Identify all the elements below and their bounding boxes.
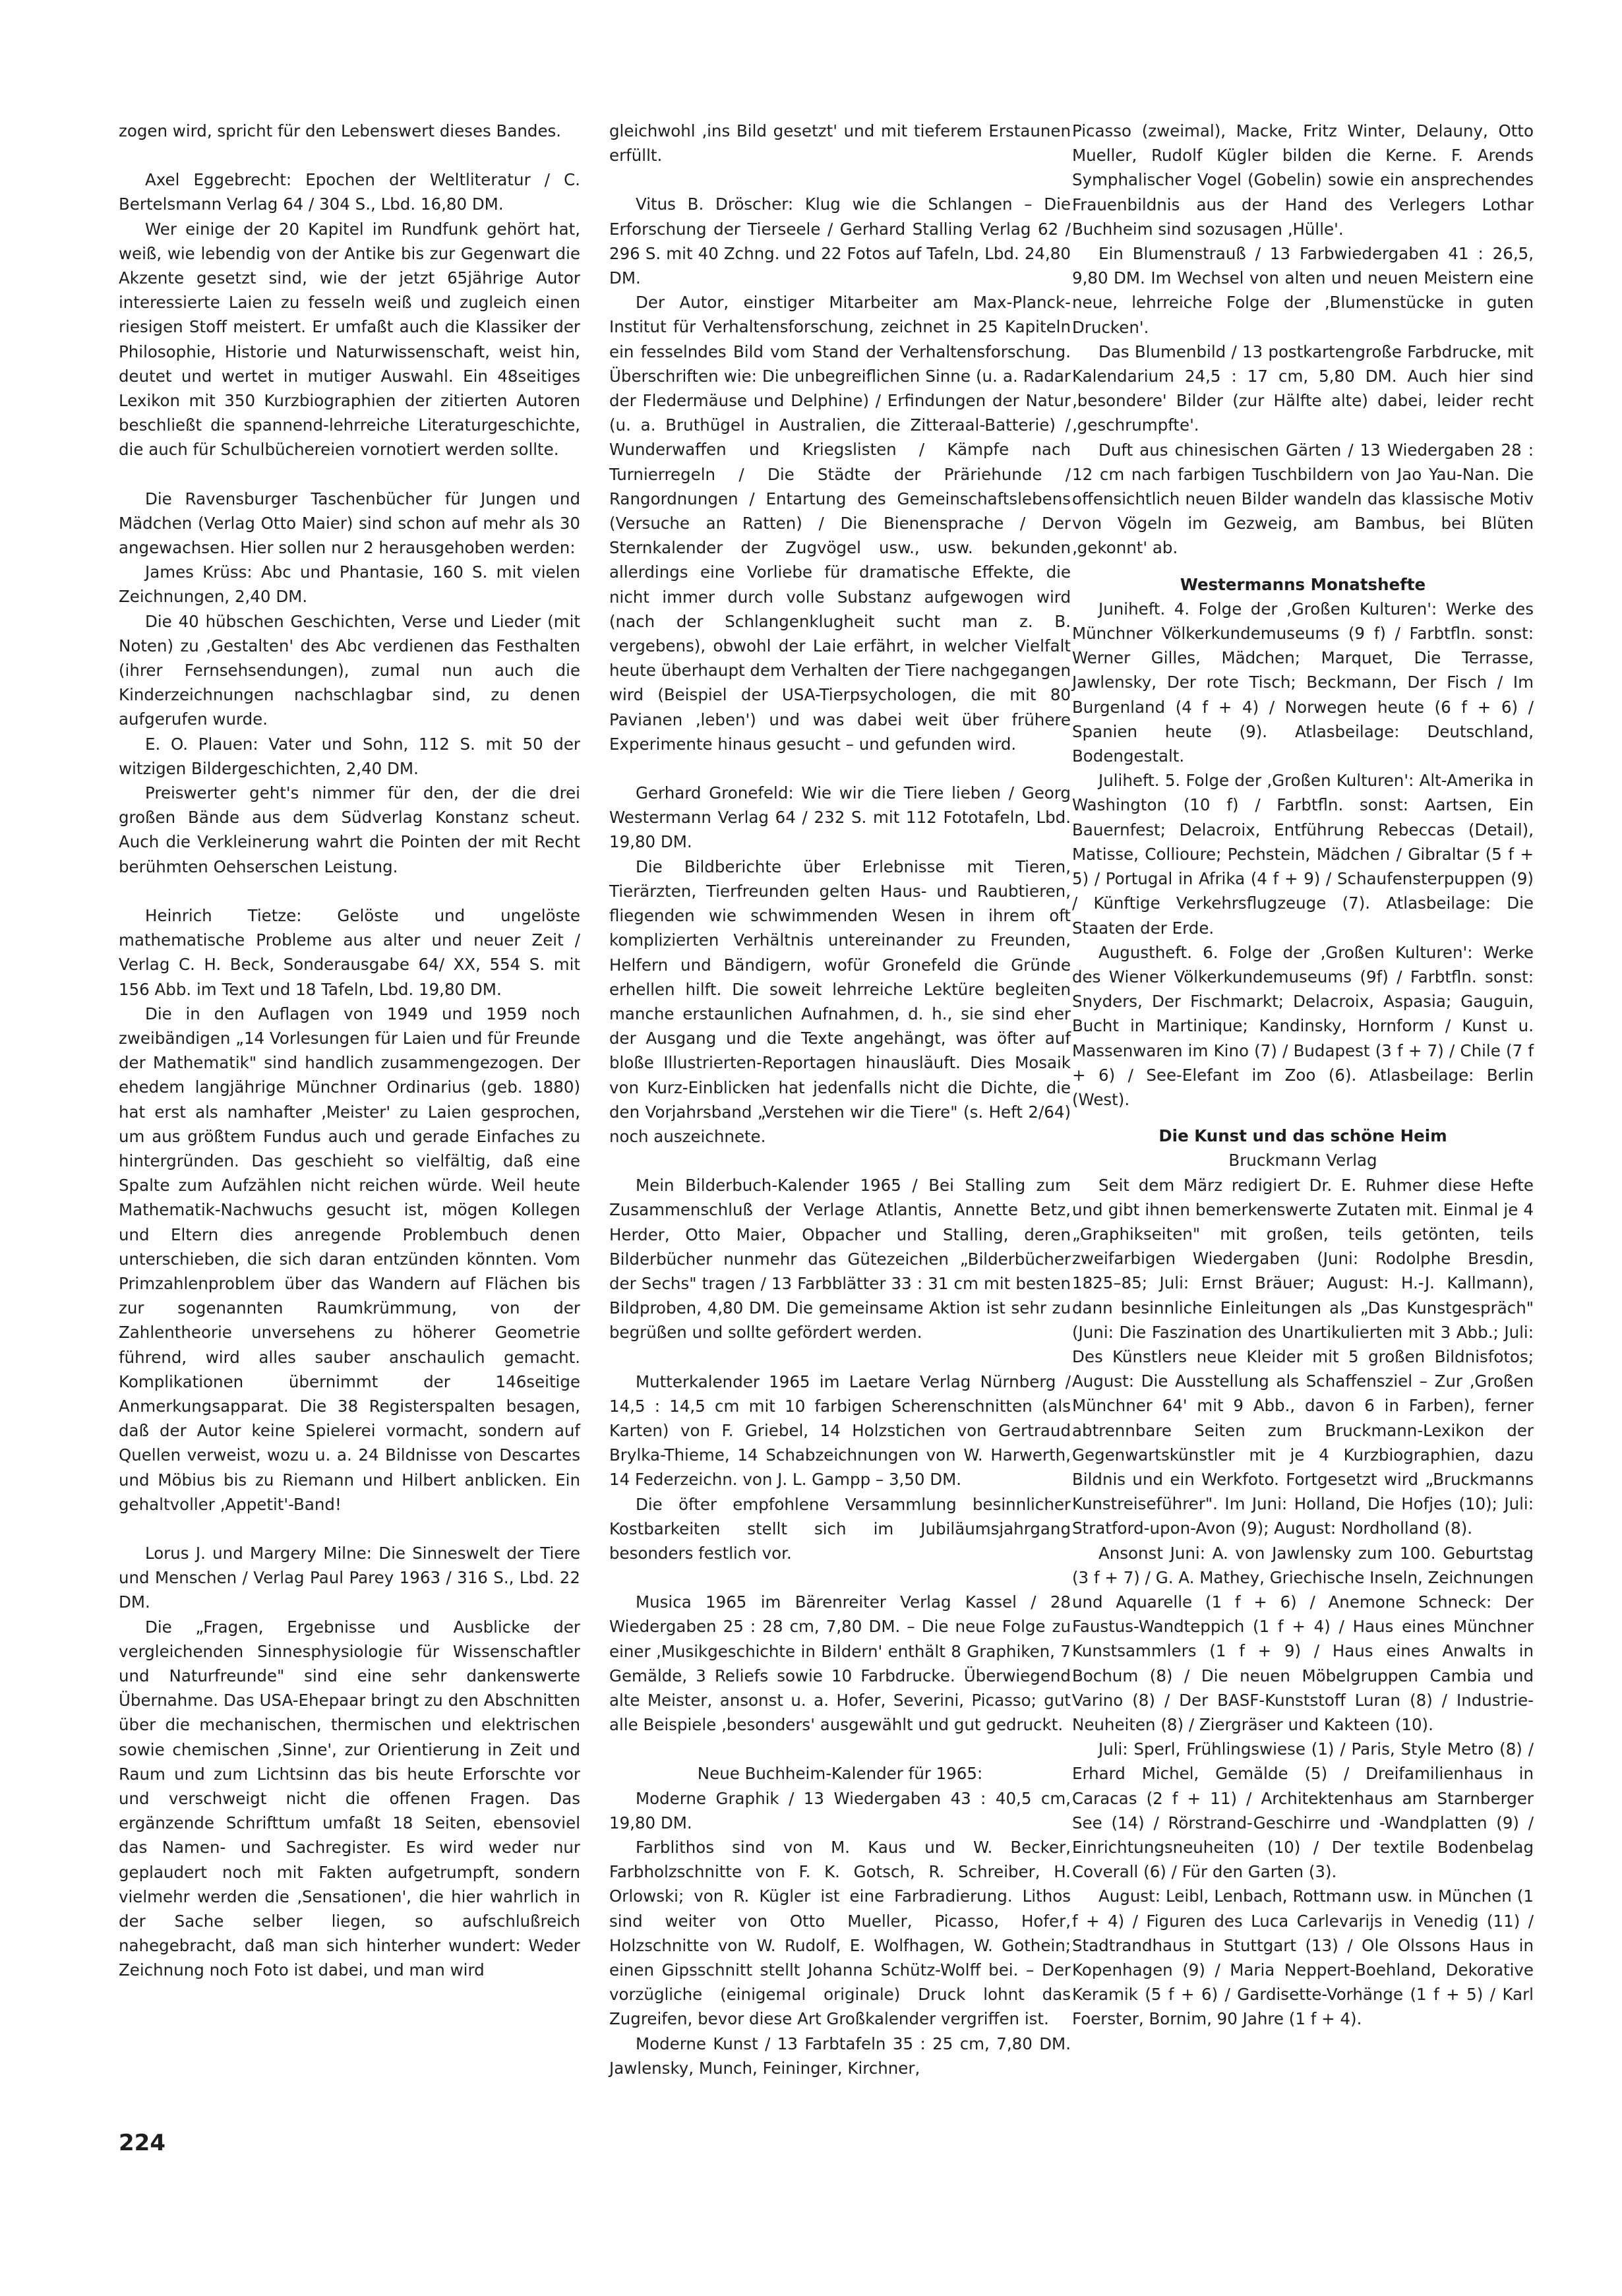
paragraph: Lorus J. und Margery Milne: Die Sinneswelt der Tiere und Menschen / Verlag Paul Parey 1963 / 316 S., Lbd. 22 DM. <box>119 1543 580 1612</box>
paragraph: Juniheft. 4. Folge der ‚Großen Kulturen': Werke des Münchner Völkerkundemuseums (9 f) / Farbtfln. sonst: Werner Gilles, Mädchen; Marquet, Die Terrasse, Jawlensky, Der rote Tisch; Beckmann, Der Fisch / Im Burgenland (4 f + 4) / Norwegen heute (6 f + 6) / Spanien heute (9). Atlasbeilage: Deutschland, Bodengestalt. <box>1072 599 1534 766</box>
paragraph: Mutterkalender 1965 im Laetare Verlag Nürnberg / 14,5 : 14,5 cm mit 10 farbigen Scherenschnitten (als Karten) von F. Griebel, 14 Holzstichen von Gertraud Brylka-Thieme, 14 Schabzeichnungen von W. Harwerth, 14 Federzeichn. von J. L. Gampp – 3,50 DM. <box>609 1372 1071 1490</box>
section-spacer <box>1072 560 1534 572</box>
section-spacer <box>609 1149 1071 1173</box>
paragraph: Vitus B. Dröscher: Klug wie die Schlangen – Die Erforschung der Tierseele / Gerhard Stalling Verlag 62 / 296 S. mit 40 Zchng. und 22 Fotos auf Tafeln, Lbd. 24,80 DM. <box>609 195 1071 288</box>
paragraph: Die Ravensburger Taschenbücher für Jungen und Mädchen (Verlag Otto Maier) sind schon auf mehr als 30 angewachsen. Hier sollen nur 2 herausgehoben werden: <box>119 489 580 558</box>
paragraph: Der Autor, einstiger Mitarbeiter am Max-Planck-Institut für Verhaltensforschung, zeichnet in 25 Kapiteln ein fesselndes Bild vom Stand der Verhaltensforschung. Überschriften wie: Die unbegreiflichen Sinne (u. a. Radar der Fledermäuse und Delphine) / Erfindungen der Natur (u. a. Bruthügel in Australien, die Zitteraal-Batterie) / Wunderwaffen und Kriegslisten / Kämpfe nach Turnierregeln / Die Städte der Präriehunde / Rangordnungen / Entartung des Gemeinschaftslebens (Versuche an Ratten) / Die Bienensprache / Der Sternkalender der Zugvögel usw., usw. bekunden allerdings eine Vorliebe für dramatische Effekte, die nicht immer durch volle Substanz aufgewogen wird (nach der Schlangenklugheit sucht man z. B. vergebens), obwohl der Laie erfährt, in welcher Vielfalt heute überhaupt dem Verhalten der Tiere nachgegangen wird (Beispiel der USA-Tierpsychologen, die mit 80 Pavianen ‚leben') und was dabei weit über frühere Experimente hinaus gesucht – und gefunden wird. <box>609 293 1071 754</box>
section-spacer <box>119 143 580 167</box>
section-heading: Die Kunst und das schöne Heim <box>1158 1126 1447 1146</box>
paragraph: Die in den Auflagen von 1949 und 1959 noch zweibändigen „14 Vorlesungen für Laien und für Freunde der Mathematik" sind handlich zusammengezogen. Der ehedem langjährige Münchner Ordinarius (geb. 1880) hat erst als namhafter ‚Meister' zu Laien gesprochen, um aus größtem Fundus auch und gerade Einfaches zu hintergründen. Das geschieht so vielfältig, daß eine Spalte zum Aufzählen nicht reichen würde. Weil heute Mathematik-Nachwuchs gesucht ist, mögen Kollegen und Eltern dies anregende Problembuch denen unterschieben, die sich daran entzünden könnten. Vom Primzahlenproblem über das Wandern auf Flächen bis zur sogenannten Raumkrümmung, von der Zahlentheorie unversehens zu höherer Geometrie führend, wird alles sauber anschaulich gemacht. Komplikationen übernimmt der 146seitige Anmerkungsapparat. Die 38 Registerspalten besagen, daß der Autor keine Spielerei vormacht, sondern auf Quellen verweist, wozu u. a. 24 Bildnisse von Descartes und Möbius bis zu Riemann und Hilbert anblicken. Ein gehaltvoller ‚Appetit'-Band! <box>119 1004 580 1514</box>
paragraph: August: Leibl, Lenbach, Rottmann usw. in München (1 f + 4) / Figuren des Luca Carlevarijs in Venedig (11) / Stadtrandhaus in Stuttgart (13) / Ole Olssons Haus in Kopenhagen (9) / Maria Neppert-Boehland, Dekorative Keramik (5 f + 6) / Gardisette-Vorhänge (1 f + 5) / Karl Foerster, Bornim, 90 Jahre (1 f + 4). <box>1072 1887 1534 2029</box>
paragraph: Die öfter empfohlene Versammlung besinnlicher Kostbarkeiten stellt sich im Jubiläumsjahrgang besonders festlich vor. <box>609 1494 1071 1563</box>
section-spacer <box>609 1345 1071 1370</box>
paragraph: Moderne Graphik / 13 Wiedergaben 43 : 40,5 cm, 19,80 DM. <box>609 1788 1071 1832</box>
section-subheading: Bruckmann Verlag <box>1228 1151 1377 1170</box>
page-number: 224 <box>119 2130 165 2156</box>
section-heading: Westermanns Monatshefte <box>1180 574 1426 594</box>
paragraph: Ein Blumenstrauß / 13 Farbwiedergaben 41 : 26,5, 9,80 DM. Im Wechsel von alten und neuen Meistern eine neue, lehrreiche Folge der ‚Blumenstücke in guten Drucken'. <box>1072 244 1534 337</box>
section-spacer <box>1072 1112 1534 1124</box>
paragraph: Moderne Kunst / 13 Farbtafeln 35 : 25 cm, 7,80 DM. Jawlensky, Munch, Feininger, Kirchner, <box>609 2034 1071 2078</box>
column-right <box>1072 119 1534 2032</box>
paragraph: Juliheft. 5. Folge der ‚Großen Kulturen': Alt-Amerika in Washington (10 f) / Farbtfln. sonst: Aartsen, Ein Bauernfest; Delacroix, Entführung Rebeccas (Detail), Matisse, Collioure; Pechstein, Mädchen / Gibraltar (5 f + 5) / Portugal in Afrika (4 f + 9) / Schaufensterpuppen (9) / Künftige Verkehrsflugzeuge (7). Atlasbeilage: Die Staaten der Erde. <box>1072 771 1534 938</box>
paragraph: Augustheft. 6. Folge der ‚Großen Kulturen': Werke des Wiener Völkerkundemuseums (9f) / Farbtfln. sonst: Snyders, Der Fischmarkt; Delacroix, Aspasia; Gauguin, Bucht in Martinique; Kandinsky, Hornform / Kunst u. Massenwaren im Kino (7) / Budapest (3 f + 7) / Chile (7 f + 6) / See-Elefant im Zoo (6). Atlasbeilage: Berlin (West). <box>1072 942 1534 1109</box>
section-subheading: Neue Buchheim-Kalender für 1965: <box>697 1764 983 1784</box>
paragraph: Seit dem März redigiert Dr. E. Ruhmer diese Hefte und gibt ihnen bemerkenswerte Zutaten mit. Einmal je 4 „Graphikseiten" mit großen, teils getönten, teils zweifarbigen Wiedergaben (Juni: Rodolphe Bresdin, 1825–85; Juli: Ernst Bräuer; August: H.-J. Kallmann), dann besinnliche Einleitungen als „Das Kunstgespräch" (Juni: Die Faszination des Unartikulierten mit 3 Abb.; Juli: Des Künstlers neue Kleider mit 5 großen Bildnisfotos; August: Die Ausstellung als Schaffensziel – Zur ‚Großen Münchner 64' mit 9 Abb., davon 6 in Farben), ferner abtrennbare Seiten zum Bruckmann-Lexikon der Gegenwartskünstler mit je 4 Kurzbiographien, dazu Bildnis und ein Werkfoto. Fortgesetzt wird „Bruckmanns Kunstreiseführer". Im Juni: Holland, Die Hofjes (10); Juli: Stratford-upon-Avon (9); August: Nordholland (8). <box>1072 1175 1534 1538</box>
paragraph: James Krüss: Abc und Phantasie, 160 S. mit vielen Zeichnungen, 2,40 DM. <box>119 562 580 607</box>
paragraph: Das Blumenbild / 13 postkartengroße Farbdrucke, mit Kalendarium 24,5 : 17 cm, 5,80 DM. Auch hier sind ‚besondere' Bilder (zur Hälfte alte) dabei, leider recht ‚geschrumpfte'. <box>1072 342 1534 435</box>
paragraph: Farblithos sind von M. Kaus und W. Becker, Farbholzschnitte von F. K. Gotsch, R. Schreiber, H. Orlowski; von R. Kügler ist eine Farbradierung. Lithos sind weiter von Otto Mueller, Picasso, Hofer, Holzschnitte von W. Rudolf, E. Wolfhagen, W. Gothein; einen Gipsschnitt stellt Johanna Schütz-Wolff bei. – Der vorzügliche (einigemal originale) Druck lohnt das Zugreifen, bevor diese Art Großkalender vergriffen ist. <box>609 1838 1071 2029</box>
paragraph: Preiswerter geht's nimmer für den, der die drei großen Bände aus dem Südverlag Konstanz scheut. Auch die Verkleinerung wahrt die Pointen der mit Recht berühmten Oehserschen Leistung. <box>119 783 580 876</box>
paragraph: Gerhard Gronefeld: Wie wir die Tiere lieben / Georg Westermann Verlag 64 / 232 S. mit 112 Fototafeln, Lbd. 19,80 DM. <box>609 783 1071 852</box>
section-spacer <box>609 756 1071 781</box>
paragraph: Duft aus chinesischen Gärten / 13 Wiedergaben 28 : 12 cm nach farbigen Tuschbildern von Jao Yau-Nan. Die offensichtlich neuen Bilder wandeln das klassische Motiv von Vögeln im Gezweig, am Bambus, bei Blüten ‚gekonnt' ab. <box>1072 440 1534 558</box>
paragraph: Mein Bilderbuch-Kalender 1965 / Bei Stalling zum Zusammenschluß der Verlage Atlantis, Annette Betz, Herder, Otto Maier, Obpacher und Stalling, deren Bilderbücher nunmehr das Gütezeichen „Bilderbücher der Sechs" tragen / 13 Farbblätter 33 : 31 cm mit besten Bildproben, 4,80 DM. Die gemeinsame Aktion ist sehr zu begrüßen und sollte gefördert werden. <box>609 1176 1071 1343</box>
section-spacer <box>609 167 1071 192</box>
section-spacer <box>609 1737 1071 1761</box>
column-middle <box>609 119 1071 2080</box>
paragraph: gleichwohl ‚ins Bild gesetzt' und mit tieferem Erstaunen erfüllt. <box>609 121 1071 166</box>
section-spacer <box>119 462 580 487</box>
paragraph: Picasso (zweimal), Macke, Fritz Winter, Delauny, Otto Mueller, Rudolf Kügler bilden die Kerne. F. Arends Symphalischer Vogel (Gobelin) sowie ein ansprechendes Frauenbildnis aus der Hand des Verlegers Lothar Buchheim sind sozusagen ‚Hülle'. <box>1072 121 1534 239</box>
section-spacer <box>119 879 580 903</box>
paragraph: Axel Eggebrecht: Epochen der Weltliteratur / C. Bertelsmann Verlag 64 / 304 S., Lbd. 16,80 DM. <box>119 170 580 214</box>
paragraph: Wer einige der 20 Kapitel im Rundfunk gehört hat, weiß, wie lebendig von der Antike bis zur Gegenwart die Akzente gesetzt sind, wie der jetzt 65jährige Autor interessierte Laien zu fesseln weiß und zugleich einen riesigen Stoff meistert. Er umfaßt auch die Klassiker der Philosophie, Historie und Naturwissenschaft, weist hin, deutet und wertet in mutiger Auswahl. Ein 48seitiges Lexikon mit 350 Kurzbiographien der zitierten Autoren beschließt die spannend-lehrreiche Literaturgeschichte, die auch für Schulbüchereien vornotiert werden sollte. <box>119 219 580 460</box>
paragraph: Die Bildberichte über Erlebnisse mit Tieren, Tierärzten, Tierfreunden gelten Haus- und Raubtieren, fliegenden wie schwimmenden Wesen in ihrem oft komplizierten Verhältnis untereinander zu Freunden, Helfern und Bändigern, wofür Gronefeld die Gründe erhellen hilft. Die soweit lehrreiche Lektüre begleiten manche erstaunlichen Aufnahmen, d. h., sie sind eher der Ausgang und die Texte angehängt, was öfter auf bloße Illustrierten-Reportagen hinausläuft. Dies Mosaik von Kurz-Einblicken hat jedenfalls nicht die Dichte, die den Vorjahrsband „Verstehen wir die Tiere" (s. Heft 2/64) noch auszeichnete. <box>609 857 1071 1146</box>
paragraph: Die „Fragen, Ergebnisse und Ausblicke der vergleichenden Sinnesphysiologie für Wissenschaftler und Naturfreunde" sind eine sehr dankenswerte Übernahme. Das USA-Ehepaar bringt zu den Abschnitten über die mechanischen, thermischen und elektrischen sowie chemischen ‚Sinne', zur Orientierung in Zeit und Raum und zum Lichtsinn das bis heute Erforschte vor und verschweigt nicht die offenen Fragen. Das ergänzende Schrifttum umfaßt 18 Seiten, ebensoviel das Namen- und Sachregister. Es wird weder nur geplaudert noch mit Fakten aufgetrumpft, sondern vielmehr werden die ‚Sensationen', die hier wahrlich in der Sache selber liegen, so aufschlußreich nahegebracht, daß man sich hinterher wundert: Weder Zeichnung noch Foto ist dabei, und man wird <box>119 1617 580 1980</box>
paragraph: zogen wird, spricht für den Lebenswert dieses Bandes. <box>119 121 562 140</box>
paragraph: Juli: Sperl, Frühlingswiese (1) / Paris, Style Metro (8) / Erhard Michel, Gemälde (5) / Dreifamilienhaus in Caracas (2 f + 11) / Architektenhaus am Starnberger See (14) / Rörstrand-Geschirre und -Wandplatten (9) / Einrichtungsneuheiten (10) / Der textile Bodenbelag Coverall (6) / Für den Garten (3). <box>1072 1739 1534 1882</box>
paragraph: Die 40 hübschen Geschichten, Verse und Lieder (mit Noten) zu ‚Gestalten' des Abc verdienen das Festhalten (ihrer Fernsehsendungen), zumal nun auch die Kinderzeichnungen nachschlagbar sind, zu denen aufgerufen wurde. <box>119 611 580 729</box>
paragraph: Heinrich Tietze: Gelöste und ungelöste mathematische Probleme aus alter und neuer Zeit / Verlag C. H. Beck, Sonderausgabe 64/ XX, 554 S. mit 156 Abb. im Text und 18 Tafeln, Lbd. 19,80 DM. <box>119 905 580 999</box>
paragraph: Ansonst Juni: A. von Jawlensky zum 100. Geburtstag (3 f + 7) / G. A. Mathey, Griechische Inseln, Zeichnungen und Aquarelle (1 f + 6) / Anemone Schneck: Der Faustus-Wandteppich (1 f + 4) / Haus eines Münchner Kunstsammlers (1 f + 9) / Haus eines Anwalts in Bochum (8) / Die neuen Möbelgruppen Cambia und Varino (8) / Der BASF-Kunststoff Luran (8) / Industrie-Neuheiten (8) / Ziergräser und Kakteen (10). <box>1072 1543 1534 1734</box>
section-spacer <box>119 1517 580 1541</box>
section-spacer <box>609 1565 1071 1590</box>
paragraph: Musica 1965 im Bärenreiter Verlag Kassel / 28 Wiedergaben 25 : 28 cm, 7,80 DM. – Die neue Folge zu einer ‚Musikgeschichte in Bildern' enthält 8 Graphiken, 7 Gemälde, 3 Reliefs sowie 10 Farbdrucke. Überwiegend alte Meister, ansonst u. a. Hofer, Severini, Picasso; gut alle Beispiele ‚besonders' ausgewählt und gut gedruckt. <box>609 1592 1071 1735</box>
paragraph: E. O. Plauen: Vater und Sohn, 112 S. mit 50 der witzigen Bildergeschichten, 2,40 DM. <box>119 734 580 778</box>
column-left <box>119 119 580 1983</box>
